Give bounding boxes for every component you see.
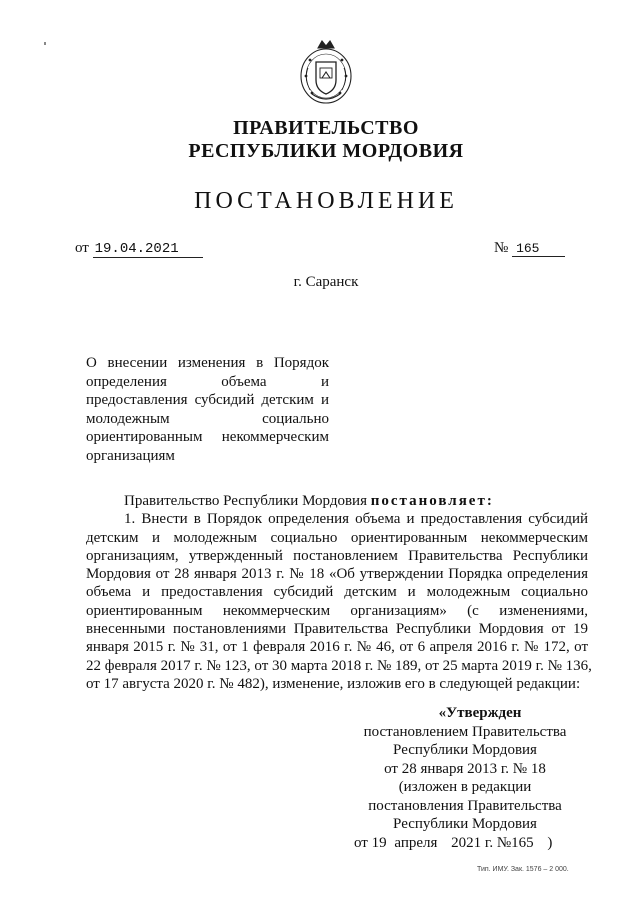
body-line: января 2015 г. № 31, от 1 февраля 2016 г. № 46, от 6 апреля 2016 г. № 172, от — [86, 639, 588, 656]
number-value: 165 — [512, 241, 565, 257]
body-line: внесенными постановлениями Правительства Республики Мордовия от 19 — [86, 621, 588, 638]
sign-month: апреля — [394, 834, 438, 851]
document-body — [86, 492, 592, 693]
sign-day: 19 — [371, 834, 387, 851]
decree-intro — [86, 492, 588, 510]
subject-line: молодежным социально — [86, 410, 329, 427]
date-prefix: от — [75, 240, 89, 256]
body-line: объема и предоставления субсидий детским и молодежным социально — [86, 584, 588, 601]
margin-mark — [44, 42, 46, 45]
approval-stamp-block — [350, 704, 580, 852]
document-type-title: ПОСТАНОВЛЕНИЕ — [194, 188, 458, 214]
approval-line: от 28 января 2013 г. № 18 — [384, 760, 546, 777]
approval-line: постановления Правительства — [368, 797, 562, 814]
print-info: Тип. ИМУ. Зак. 1576 – 2 000. — [477, 866, 569, 873]
approval-sign-line — [350, 834, 580, 853]
sign-year: 2021 г. № — [451, 834, 512, 851]
decree-keyword: постановляет: — [370, 493, 494, 509]
coat-of-arms-icon — [298, 38, 354, 108]
subject-line: организациям — [86, 447, 175, 464]
body-line: 22 февраля 2017 г. № 123, от 30 марта 2018 г. № 189, от 25 марта 2019 г. № 136, — [86, 657, 592, 674]
document-subject — [86, 354, 329, 465]
decree-intro-lead: Правительство Республики Мордовия — [124, 493, 371, 509]
date-value: 19.04.2021 — [93, 241, 203, 258]
approval-line: Республики Мордовия — [393, 816, 537, 832]
document-number — [494, 240, 565, 257]
document-date — [75, 240, 203, 258]
subject-line: О внесении изменения в Порядок — [86, 355, 329, 371]
sign-close: ) — [547, 834, 553, 851]
approval-heading: «Утвержден — [438, 705, 522, 721]
government-title-line1: ПРАВИТЕЛЬСТВО — [233, 117, 419, 139]
body-line: Мордовия от 28 января 2013 г. № 18 «Об утверждении Порядка определения — [86, 566, 588, 583]
subject-line: предоставления субсидий детским и — [86, 392, 329, 408]
body-line: от 17 августа 2020 г. № 482), изменение, изложив его в следующей редакции: — [86, 675, 581, 692]
approval-line: (изложен в редакции — [398, 779, 532, 795]
approval-line: Республики Мордовия — [393, 742, 537, 758]
body-line: ориентированным некоммерческим организациям» (с изменениями, — [86, 602, 588, 619]
body-line: организациям, утвержденный постановлением Правительства Республики — [86, 547, 588, 564]
government-title-line2: РЕСПУБЛИКИ МОРДОВИЯ — [188, 140, 464, 162]
subject-line: определения объема и — [86, 373, 329, 390]
number-prefix: № — [494, 240, 509, 256]
body-line: 1. Внести в Порядок определения объема и предоставления субсидий — [124, 511, 588, 528]
sign-number: 165 — [511, 834, 534, 851]
approval-line: постановлением Правительства — [363, 723, 567, 740]
body-line: детским и молодежным социально ориентированным некоммерческим — [86, 529, 588, 546]
subject-line: ориентированным некоммерческим — [86, 429, 329, 445]
sign-prefix: от — [354, 834, 368, 851]
city-name: г. Саранск — [293, 274, 359, 290]
